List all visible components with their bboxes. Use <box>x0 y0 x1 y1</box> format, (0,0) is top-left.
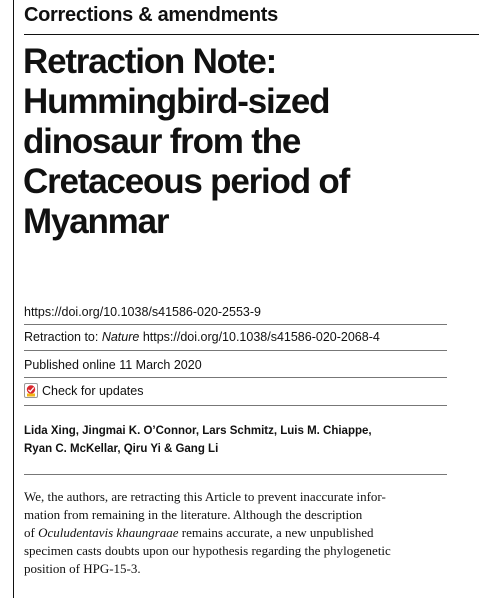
author-line-2: Ryan C. McKellar, Qiru Yi & Gang Li <box>24 443 219 455</box>
retraction-prefix: Retraction to: <box>24 330 102 344</box>
retraction-reference <box>24 330 380 344</box>
article-title-line-3: dinosaur from the <box>23 122 301 161</box>
authors-divider <box>24 474 447 475</box>
statement-line-3-prefix: of <box>24 525 39 540</box>
statement-line-1: We, the authors, are retracting this Article to prevent inaccurate infor- <box>24 489 386 504</box>
species-name: Oculudentavis khaungraae <box>38 525 179 540</box>
section-header: Corrections & amendments <box>24 4 278 26</box>
article-title-line-2: Hummingbird-sized <box>23 82 330 121</box>
article-title-line-1: Retraction Note: <box>23 42 277 81</box>
check-for-updates-label: Check for updates <box>42 383 144 398</box>
retraction-doi-link[interactable]: https://doi.org/10.1038/s41586-020-2068-4 <box>139 330 380 344</box>
journal-name: Nature <box>101 330 140 344</box>
meta-divider <box>24 324 447 325</box>
retraction-statement <box>24 488 447 578</box>
published-date: Published online 11 March 2020 <box>24 358 202 372</box>
meta-divider <box>24 405 447 406</box>
author-list <box>24 422 444 458</box>
article-title-line-5: Myanmar <box>23 202 169 241</box>
author-line-1: Lida Xing, Jingmai K. O’Connor, Lars Schmitz, Luis M. Chiappe, <box>24 425 372 437</box>
article-title-line-4: Cretaceous period of <box>23 162 350 201</box>
check-for-updates-button[interactable] <box>24 383 143 398</box>
doi-link[interactable]: https://doi.org/10.1038/s41586-020-2553-9 <box>24 305 261 319</box>
statement-line-4: specimen casts doubts upon our hypothesis regarding the phylogenetic <box>24 543 391 558</box>
header-divider <box>24 34 479 35</box>
statement-line-3 <box>24 524 447 542</box>
statement-line-3-suffix: remains accurate, a new unpublished <box>178 525 374 540</box>
article-title <box>23 42 463 242</box>
crossmark-icon <box>24 383 38 398</box>
meta-divider <box>24 350 447 351</box>
meta-divider <box>24 377 447 378</box>
statement-line-2: mation from remaining in the literature. Although the description <box>24 507 363 522</box>
statement-line-5: position of HPG-15-3. <box>24 561 141 576</box>
left-margin-rule <box>13 0 14 598</box>
